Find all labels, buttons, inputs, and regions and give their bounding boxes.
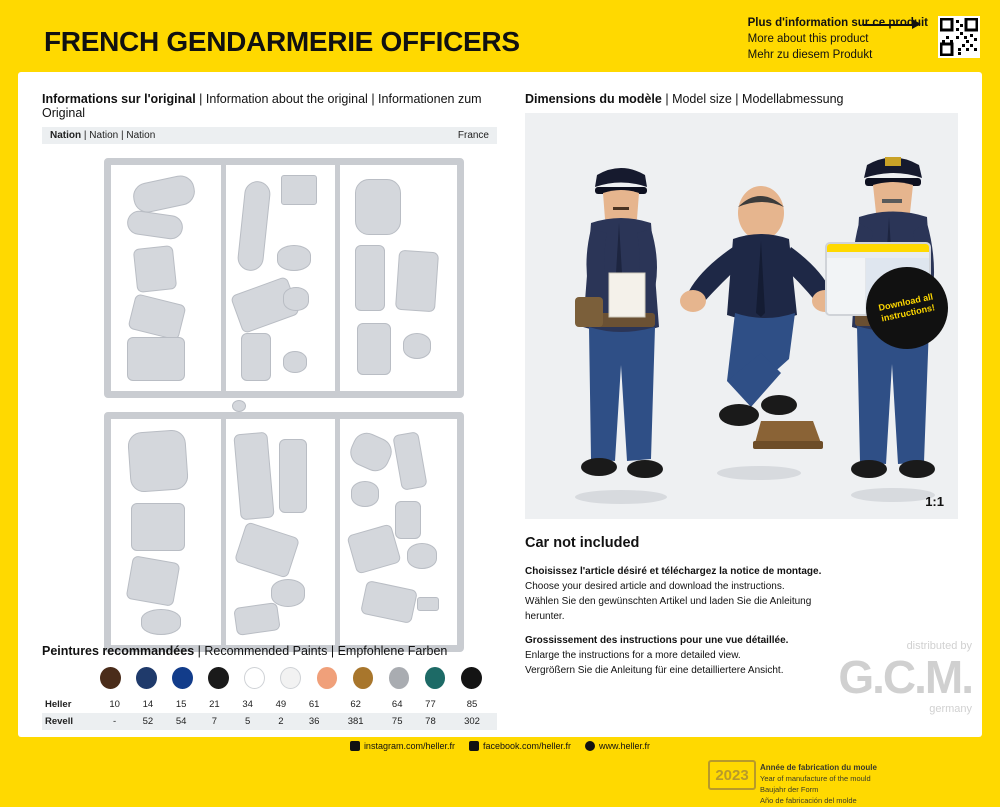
facebook-link[interactable] <box>469 741 571 751</box>
paint-code-cell: 49 <box>275 699 287 710</box>
paint-swatch <box>244 667 265 689</box>
original-info-title-fr: Informations sur l'original <box>42 92 196 106</box>
nation-label-en: Nation <box>89 130 119 141</box>
paint-code-cell: 62 <box>350 699 361 710</box>
more-info-de: Mehr zu diesem Produkt <box>747 48 873 61</box>
paint-swatch <box>353 667 374 689</box>
instagram-icon <box>350 741 360 751</box>
model-size-title-de: Modellabmessung <box>742 92 844 106</box>
recommended-paints-section <box>42 644 497 730</box>
instr2-de: Vergrößern Sie die Anleitung für eine detailliertere Ansicht. <box>525 665 784 676</box>
model-size-title-en: Model size <box>672 92 732 106</box>
instr2-fr: Grossissement des instructions pour une vue détaillée. <box>525 635 789 646</box>
sprue-frame-top <box>104 158 464 398</box>
paint-code-cell: 77 <box>425 699 436 710</box>
paint-code-cell: 10 <box>109 699 120 710</box>
original-info-title-de: Informationen zum Original <box>42 92 482 120</box>
paint-swatches <box>42 667 497 689</box>
paint-code-cell: 85 <box>466 699 478 710</box>
nation-bar: Nation | Nation | Nation France <box>42 127 497 144</box>
paint-code-cell: 61 <box>308 699 320 710</box>
nation-label-de: Nation <box>126 130 156 141</box>
original-info-title: Informations sur l'original | Information about the original | Informationen zum Original <box>42 92 482 120</box>
watermark-top: distributed by <box>906 640 972 653</box>
more-info-fr: Plus d'information sur ce produit <box>747 17 928 29</box>
sprue-frame-bottom <box>104 412 464 652</box>
paint-swatch <box>136 667 157 689</box>
paints-title: Peintures recommandées | Recommended Paints | Empfohlene Farben <box>42 644 448 658</box>
original-info-title-en: Information about the original <box>205 92 368 106</box>
scale-label: 1:1 <box>925 494 944 509</box>
paint-code-cell: - <box>113 716 117 727</box>
paint-brand-label: Revell <box>45 716 73 727</box>
mould-info <box>760 762 950 807</box>
instagram-label: instagram.com/heller.fr <box>363 741 455 751</box>
website-label: www.heller.fr <box>599 741 651 751</box>
paint-code-cell: 54 <box>175 716 187 727</box>
paint-swatch <box>280 667 301 689</box>
car-not-included-note: Car not included <box>525 535 640 551</box>
paint-code-cell: 381 <box>347 716 364 727</box>
globe-icon <box>585 741 595 751</box>
paint-code-cell: 75 <box>391 716 403 727</box>
paint-code-cell: 2 <box>278 716 284 727</box>
paints-title-de: Empfohlene Farben <box>337 644 448 658</box>
website-link[interactable] <box>585 741 650 751</box>
paint-code-cell: 52 <box>142 716 154 727</box>
paint-code-cell: 78 <box>425 716 436 727</box>
paint-swatch <box>461 667 482 689</box>
paint-swatch <box>317 667 338 689</box>
mould-es: Año de fabricación del molde <box>760 795 857 805</box>
model-size-title: Dimensions du modèle | Model size | Modellabmessung <box>525 92 844 106</box>
mould-de: Baujahr der Form <box>760 784 819 794</box>
qr-code-icon[interactable] <box>938 16 980 58</box>
model-size-section <box>525 92 958 687</box>
paints-table <box>42 696 497 730</box>
paint-swatch <box>172 667 193 689</box>
paint-swatch <box>100 667 121 689</box>
paint-code-cell: 5 <box>244 716 251 727</box>
facebook-icon <box>469 741 479 751</box>
footer-links <box>0 741 1000 751</box>
original-info-section <box>42 92 497 684</box>
nation-value: France <box>457 130 489 141</box>
paint-swatch <box>208 667 229 689</box>
table-row <box>42 713 497 730</box>
download-badge-label: Download all instructions! <box>877 291 936 324</box>
paint-swatch <box>389 667 410 689</box>
paint-code-cell: 14 <box>142 699 154 710</box>
watermark-sub: germany <box>929 702 972 715</box>
instructions-text <box>525 564 825 678</box>
instr1-de: Wählen Sie den gewünschten Artikel und laden Sie die Anleitung herunter. <box>525 596 812 622</box>
mould-en: Year of manufacture of the mould <box>760 773 871 783</box>
facebook-label: facebook.com/heller.fr <box>482 741 572 751</box>
header <box>0 0 1000 72</box>
paint-code-cell: 15 <box>175 699 187 710</box>
instagram-link[interactable] <box>350 741 455 751</box>
paint-brand-label: Heller <box>45 699 72 710</box>
table-row <box>42 696 497 713</box>
page-title: FRENCH GENDARMERIE OFFICERS <box>44 26 520 57</box>
paint-code-cell: 36 <box>308 716 320 727</box>
paints-title-en: Recommended Paints <box>204 644 328 658</box>
mould-title: Année de fabrication du moule <box>760 763 877 772</box>
paint-code-cell: 7 <box>211 716 218 727</box>
instr1-en: Choose your desired article and download the instructions. <box>525 581 785 592</box>
paints-title-fr: Peintures recommandées <box>42 644 195 658</box>
paint-code-cell: 302 <box>464 716 480 727</box>
sprue-parts-photo <box>42 150 497 684</box>
mould-year: 2023 <box>708 760 756 790</box>
more-info-en: More about this product <box>747 32 869 45</box>
instr1-fr: Choisissez l'article désiré et téléchargez la notice de montage. <box>525 566 822 577</box>
more-info-block <box>748 16 980 64</box>
nation-label-fr: Nation <box>50 130 82 141</box>
watermark-brand: G.C.M. <box>838 651 972 704</box>
model-size-title-fr: Dimensions du modèle <box>525 92 662 106</box>
paint-swatch <box>425 667 446 689</box>
paint-code-cell: 64 <box>391 699 403 710</box>
paint-code-cell: 34 <box>242 699 253 710</box>
paint-code-cell: 21 <box>209 699 220 710</box>
instr2-en: Enlarge the instructions for a more detailed view. <box>525 650 741 661</box>
